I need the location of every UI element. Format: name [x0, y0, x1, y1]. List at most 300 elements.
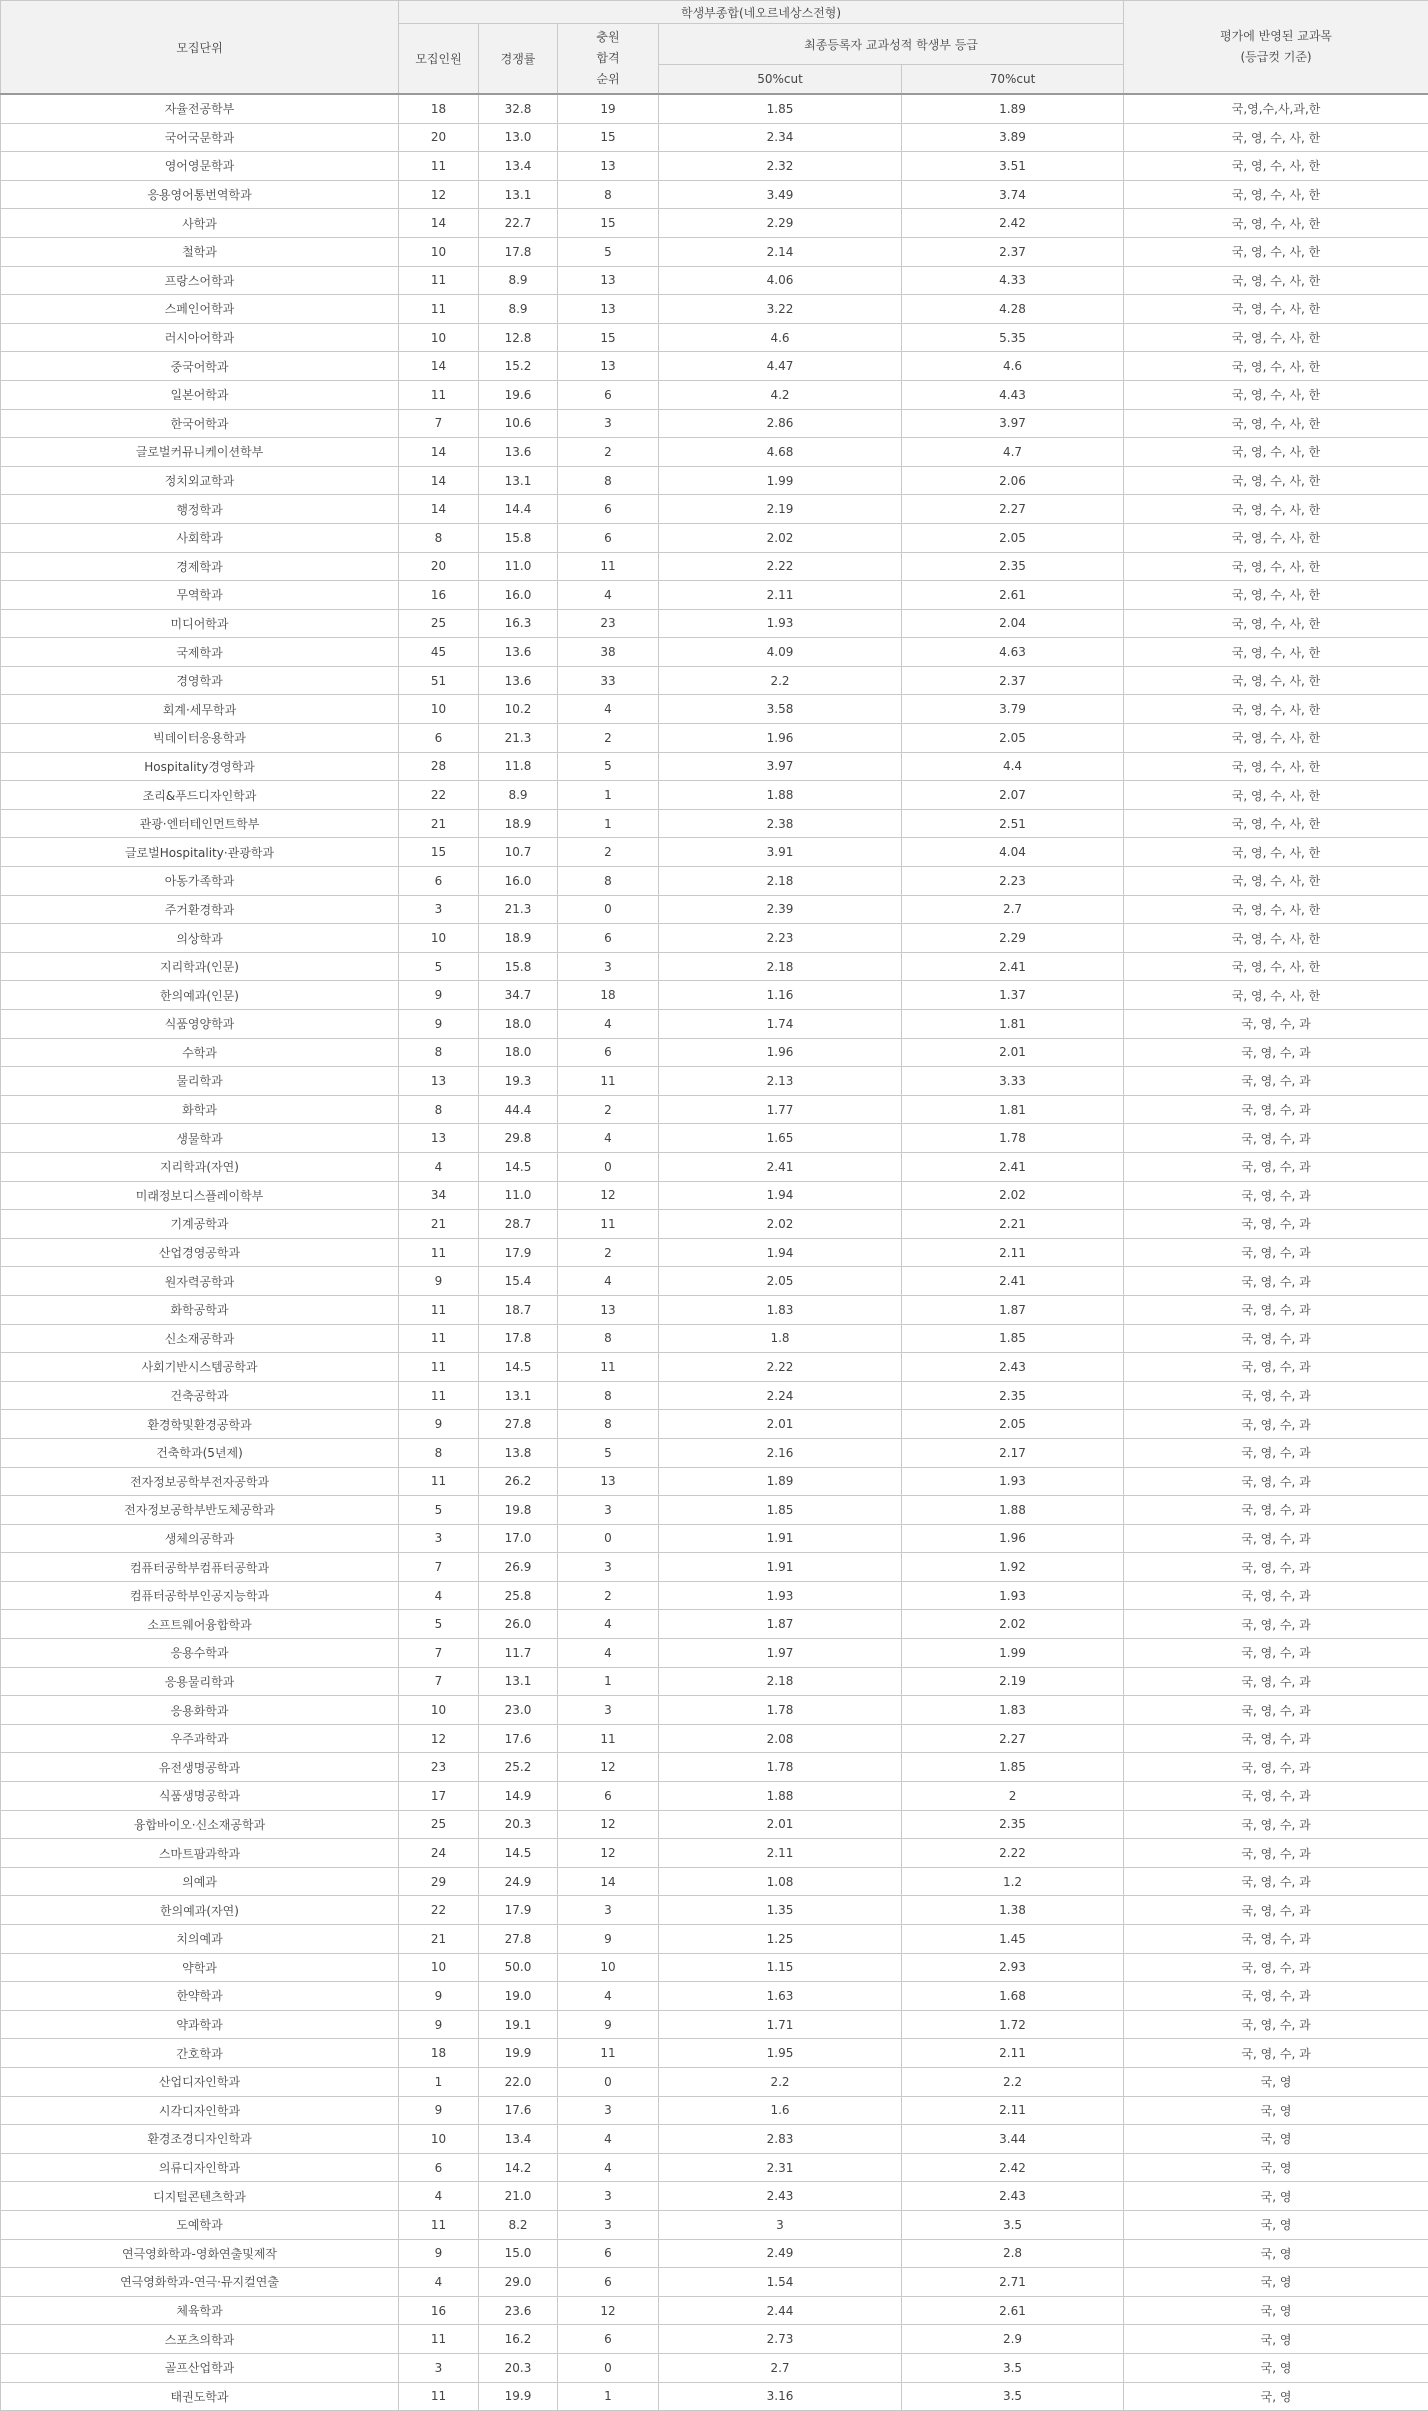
cell-quota: 18 [399, 94, 479, 123]
cell-cut70: 3.33 [902, 1067, 1124, 1096]
cell-ratio: 13.1 [479, 1381, 558, 1410]
cell-rank: 5 [558, 752, 659, 781]
cell-subjects: 국, 영, 수, 사, 한 [1124, 695, 1428, 724]
table-row [1, 1810, 1428, 1839]
table-body [1, 94, 1428, 2411]
header-rank [558, 24, 659, 95]
cell-cut50: 2.7 [659, 2353, 902, 2382]
cell-quota: 11 [399, 2382, 479, 2411]
cell-quota: 7 [399, 1553, 479, 1582]
table-row [1, 1067, 1428, 1096]
cell-rank: 1 [558, 2382, 659, 2411]
cell-unit: 스포츠의학과 [1, 2325, 399, 2354]
cell-subjects: 국, 영, 수, 사, 한 [1124, 352, 1428, 381]
cell-cut70: 4.43 [902, 380, 1124, 409]
cell-ratio: 18.9 [479, 809, 558, 838]
cell-cut50: 2.23 [659, 924, 902, 953]
cell-unit: 의류디자인학과 [1, 2153, 399, 2182]
cell-ratio: 10.2 [479, 695, 558, 724]
cell-cut50: 1.78 [659, 1696, 902, 1725]
table-row [1, 295, 1428, 324]
cell-subjects: 국, 영 [1124, 2210, 1428, 2239]
table-row [1, 1696, 1428, 1725]
cell-unit: 무역학과 [1, 581, 399, 610]
cell-quota: 13 [399, 1124, 479, 1153]
cell-unit: 소프트웨어융합학과 [1, 1610, 399, 1639]
cell-unit: 주거환경학과 [1, 895, 399, 924]
table-header [1, 1, 1428, 95]
cell-subjects: 국, 영 [1124, 2067, 1428, 2096]
cell-unit: 환경조경디자인학과 [1, 2125, 399, 2154]
table-row [1, 2039, 1428, 2068]
cell-rank: 12 [558, 1753, 659, 1782]
cell-ratio: 16.3 [479, 609, 558, 638]
cell-quota: 10 [399, 1953, 479, 1982]
cell-cut50: 1.94 [659, 1181, 902, 1210]
table-row [1, 1496, 1428, 1525]
cell-unit: 지리학과(인문) [1, 952, 399, 981]
cell-cut70: 1.78 [902, 1124, 1124, 1153]
cell-ratio: 11.8 [479, 752, 558, 781]
cell-rank: 8 [558, 466, 659, 495]
cell-unit: 디지털콘텐츠학과 [1, 2182, 399, 2211]
table-row [1, 1925, 1428, 1954]
cell-cut70: 2.35 [902, 1810, 1124, 1839]
cell-quota: 45 [399, 638, 479, 667]
cell-cut50: 1.6 [659, 2096, 902, 2125]
cell-unit: 아동가족학과 [1, 867, 399, 896]
cell-unit: 국제학과 [1, 638, 399, 667]
table-row [1, 1982, 1428, 2011]
cell-subjects: 국, 영, 수, 사, 한 [1124, 581, 1428, 610]
cell-cut70: 1.81 [902, 1010, 1124, 1039]
cell-ratio: 8.9 [479, 295, 558, 324]
cell-subjects: 국, 영, 수, 사, 한 [1124, 495, 1428, 524]
cell-unit: 빅데이터응용학과 [1, 724, 399, 753]
cell-ratio: 13.8 [479, 1438, 558, 1467]
cell-quota: 14 [399, 466, 479, 495]
cell-ratio: 13.6 [479, 638, 558, 667]
cell-quota: 11 [399, 1295, 479, 1324]
table-row [1, 1896, 1428, 1925]
table-row [1, 752, 1428, 781]
cell-cut70: 4.4 [902, 752, 1124, 781]
table-row [1, 466, 1428, 495]
cell-subjects: 국, 영, 수, 사, 한 [1124, 323, 1428, 352]
cell-cut70: 3.74 [902, 180, 1124, 209]
cell-rank: 12 [558, 1181, 659, 1210]
cell-quota: 9 [399, 1267, 479, 1296]
cell-unit: 생물학과 [1, 1124, 399, 1153]
cell-ratio: 32.8 [479, 94, 558, 123]
cell-unit: 일본어학과 [1, 380, 399, 409]
cell-cut70: 2.06 [902, 466, 1124, 495]
cell-cut70: 1.37 [902, 981, 1124, 1010]
cell-ratio: 29.0 [479, 2268, 558, 2297]
cell-quota: 9 [399, 2096, 479, 2125]
cell-cut50: 3.58 [659, 695, 902, 724]
cell-cut70: 2.42 [902, 2153, 1124, 2182]
cell-subjects: 국, 영 [1124, 2325, 1428, 2354]
cell-cut70: 4.28 [902, 295, 1124, 324]
header-grade-group: 최종등록자 교과성적 학생부 등급 [659, 24, 1124, 65]
cell-rank: 13 [558, 1467, 659, 1496]
table-row [1, 981, 1428, 1010]
table-row [1, 2153, 1428, 2182]
cell-rank: 0 [558, 2353, 659, 2382]
cell-ratio: 19.8 [479, 1496, 558, 1525]
cell-subjects: 국, 영 [1124, 2153, 1428, 2182]
cell-ratio: 16.0 [479, 581, 558, 610]
cell-quota: 20 [399, 123, 479, 152]
cell-ratio: 17.8 [479, 237, 558, 266]
cell-subjects: 국, 영, 수, 과 [1124, 1867, 1428, 1896]
cell-ratio: 18.0 [479, 1010, 558, 1039]
cell-quota: 51 [399, 666, 479, 695]
cell-rank: 10 [558, 1953, 659, 1982]
cell-quota: 14 [399, 209, 479, 238]
cell-rank: 13 [558, 1295, 659, 1324]
cell-ratio: 13.1 [479, 180, 558, 209]
cell-cut70: 2.17 [902, 1438, 1124, 1467]
cell-rank: 12 [558, 2296, 659, 2325]
cell-cut70: 2.61 [902, 2296, 1124, 2325]
cell-cut50: 1.74 [659, 1010, 902, 1039]
table-row [1, 1581, 1428, 1610]
cell-unit: 스마트팜과학과 [1, 1839, 399, 1868]
cell-quota: 28 [399, 752, 479, 781]
cell-cut70: 3.51 [902, 152, 1124, 181]
cell-rank: 6 [558, 495, 659, 524]
cell-cut50: 2.49 [659, 2239, 902, 2268]
cell-quota: 14 [399, 495, 479, 524]
cell-cut70: 3.44 [902, 2125, 1124, 2154]
table-row [1, 1753, 1428, 1782]
cell-ratio: 17.6 [479, 2096, 558, 2125]
cell-unit: 환경학및환경공학과 [1, 1410, 399, 1439]
cell-cut70: 2.43 [902, 2182, 1124, 2211]
table-row [1, 1610, 1428, 1639]
cell-unit: 시각디자인학과 [1, 2096, 399, 2125]
cell-cut50: 1.87 [659, 1610, 902, 1639]
header-subjects-line1: 평가에 반영된 교과목 [1220, 29, 1332, 43]
cell-cut50: 2.05 [659, 1267, 902, 1296]
table-row [1, 2096, 1428, 2125]
cell-subjects: 국, 영, 수, 사, 한 [1124, 609, 1428, 638]
cell-subjects: 국, 영, 수, 과 [1124, 1753, 1428, 1782]
cell-rank: 6 [558, 2325, 659, 2354]
cell-unit: 산업디자인학과 [1, 2067, 399, 2096]
cell-cut50: 4.06 [659, 266, 902, 295]
cell-cut70: 4.04 [902, 838, 1124, 867]
cell-cut70: 1.85 [902, 1324, 1124, 1353]
cell-cut70: 1.2 [902, 1867, 1124, 1896]
cell-subjects: 국, 영, 수, 사, 한 [1124, 266, 1428, 295]
cell-cut50: 2.22 [659, 552, 902, 581]
cell-subjects: 국, 영, 수, 사, 한 [1124, 552, 1428, 581]
cell-ratio: 24.9 [479, 1867, 558, 1896]
cell-cut50: 2.39 [659, 895, 902, 924]
table-row [1, 237, 1428, 266]
table-row [1, 180, 1428, 209]
cell-unit: 정치외교학과 [1, 466, 399, 495]
cell-cut50: 1.15 [659, 1953, 902, 1982]
cell-cut70: 1.83 [902, 1696, 1124, 1725]
cell-cut50: 2.08 [659, 1724, 902, 1753]
cell-cut70: 2.41 [902, 1152, 1124, 1181]
cell-unit: 융합바이오·신소재공학과 [1, 1810, 399, 1839]
cell-cut50: 2.24 [659, 1381, 902, 1410]
cell-ratio: 10.6 [479, 409, 558, 438]
cell-cut70: 2.41 [902, 952, 1124, 981]
cell-quota: 4 [399, 1152, 479, 1181]
cell-unit: 원자력공학과 [1, 1267, 399, 1296]
cell-cut50: 1.93 [659, 1581, 902, 1610]
cell-unit: 컴퓨터공학부컴퓨터공학과 [1, 1553, 399, 1582]
header-cut70: 70%cut [902, 65, 1124, 95]
cell-cut50: 2.38 [659, 809, 902, 838]
cell-cut50: 2.14 [659, 237, 902, 266]
table-row [1, 2268, 1428, 2297]
cell-unit: 신소재공학과 [1, 1324, 399, 1353]
cell-unit: 연극영화학과-연극·뮤지컬연출 [1, 2268, 399, 2297]
cell-subjects: 국, 영, 수, 사, 한 [1124, 380, 1428, 409]
cell-unit: Hospitality경영학과 [1, 752, 399, 781]
cell-unit: 물리학과 [1, 1067, 399, 1096]
cell-cut70: 3.97 [902, 409, 1124, 438]
cell-cut70: 2.11 [902, 2096, 1124, 2125]
cell-ratio: 15.0 [479, 2239, 558, 2268]
table-row [1, 1467, 1428, 1496]
cell-quota: 11 [399, 1324, 479, 1353]
cell-cut50: 2.02 [659, 1210, 902, 1239]
table-row [1, 695, 1428, 724]
cell-cut50: 1.95 [659, 2039, 902, 2068]
cell-cut50: 4.09 [659, 638, 902, 667]
table-row [1, 1010, 1428, 1039]
cell-ratio: 14.9 [479, 1782, 558, 1811]
table-row [1, 495, 1428, 524]
cell-rank: 4 [558, 695, 659, 724]
cell-subjects: 국, 영 [1124, 2382, 1428, 2411]
cell-cut70: 2.9 [902, 2325, 1124, 2354]
cell-unit: 전자정보공학부반도체공학과 [1, 1496, 399, 1525]
cell-ratio: 15.4 [479, 1267, 558, 1296]
cell-quota: 11 [399, 1353, 479, 1382]
cell-ratio: 11.0 [479, 1181, 558, 1210]
cell-quota: 21 [399, 1925, 479, 1954]
cell-rank: 4 [558, 2125, 659, 2154]
cell-quota: 9 [399, 2010, 479, 2039]
cell-ratio: 27.8 [479, 1410, 558, 1439]
cell-ratio: 14.5 [479, 1839, 558, 1868]
cell-subjects: 국, 영, 수, 사, 한 [1124, 981, 1428, 1010]
cell-subjects: 국, 영 [1124, 2268, 1428, 2297]
cell-unit: 우주과학과 [1, 1724, 399, 1753]
cell-subjects: 국, 영 [1124, 2096, 1428, 2125]
cell-unit: 철학과 [1, 237, 399, 266]
cell-ratio: 19.9 [479, 2039, 558, 2068]
cell-unit: 간호학과 [1, 2039, 399, 2068]
cell-subjects: 국, 영 [1124, 2182, 1428, 2211]
cell-subjects: 국, 영, 수, 사, 한 [1124, 781, 1428, 810]
cell-subjects: 국, 영, 수, 사, 한 [1124, 809, 1428, 838]
cell-subjects: 국, 영, 수, 과 [1124, 2039, 1428, 2068]
cell-cut70: 3.5 [902, 2210, 1124, 2239]
cell-cut50: 3.22 [659, 295, 902, 324]
cell-cut70: 2.21 [902, 1210, 1124, 1239]
cell-quota: 10 [399, 2125, 479, 2154]
cell-rank: 11 [558, 1353, 659, 1382]
cell-quota: 7 [399, 1667, 479, 1696]
cell-cut70: 1.68 [902, 1982, 1124, 2011]
cell-cut70: 2.22 [902, 1839, 1124, 1868]
cell-cut70: 2.23 [902, 867, 1124, 896]
cell-unit: 경제학과 [1, 552, 399, 581]
cell-quota: 6 [399, 724, 479, 753]
cell-cut50: 4.2 [659, 380, 902, 409]
cell-cut70: 1.93 [902, 1581, 1124, 1610]
cell-subjects: 국, 영, 수, 사, 한 [1124, 867, 1428, 896]
cell-rank: 6 [558, 1782, 659, 1811]
cell-cut70: 2.7 [902, 895, 1124, 924]
table-row [1, 781, 1428, 810]
cell-cut50: 1.08 [659, 1867, 902, 1896]
cell-unit: 컴퓨터공학부인공지능학과 [1, 1581, 399, 1610]
cell-cut70: 2.02 [902, 1181, 1124, 1210]
cell-rank: 6 [558, 1038, 659, 1067]
cell-ratio: 8.9 [479, 781, 558, 810]
cell-ratio: 21.3 [479, 895, 558, 924]
cell-quota: 16 [399, 2296, 479, 2325]
cell-rank: 8 [558, 1381, 659, 1410]
cell-subjects: 국, 영, 수, 과 [1124, 1152, 1428, 1181]
cell-rank: 11 [558, 1210, 659, 1239]
table-row [1, 2067, 1428, 2096]
cell-cut70: 2.29 [902, 924, 1124, 953]
cell-unit: 생체의공학과 [1, 1524, 399, 1553]
cell-unit: 스페인어학과 [1, 295, 399, 324]
table-row [1, 1353, 1428, 1382]
cell-subjects: 국, 영, 수, 과 [1124, 1896, 1428, 1925]
cell-cut50: 3.16 [659, 2382, 902, 2411]
cell-unit: 응용영어통번역학과 [1, 180, 399, 209]
cell-cut70: 2.51 [902, 809, 1124, 838]
cell-quota: 10 [399, 237, 479, 266]
cell-ratio: 19.9 [479, 2382, 558, 2411]
cell-rank: 6 [558, 924, 659, 953]
table-row [1, 1238, 1428, 1267]
cell-cut50: 1.88 [659, 781, 902, 810]
cell-rank: 19 [558, 94, 659, 123]
cell-cut50: 1.65 [659, 1124, 902, 1153]
cell-cut50: 1.85 [659, 94, 902, 123]
cell-subjects: 국, 영 [1124, 2239, 1428, 2268]
cell-ratio: 17.6 [479, 1724, 558, 1753]
cell-subjects: 국, 영, 수, 과 [1124, 1610, 1428, 1639]
cell-cut70: 2.05 [902, 523, 1124, 552]
cell-rank: 4 [558, 581, 659, 610]
cell-quota: 9 [399, 1410, 479, 1439]
cell-unit: 글로벌Hospitality·관광학과 [1, 838, 399, 867]
cell-ratio: 13.1 [479, 466, 558, 495]
cell-rank: 0 [558, 1524, 659, 1553]
table-row [1, 838, 1428, 867]
cell-quota: 14 [399, 438, 479, 467]
cell-rank: 9 [558, 1925, 659, 1954]
table-row [1, 867, 1428, 896]
cell-ratio: 25.8 [479, 1581, 558, 1610]
cell-subjects: 국, 영, 수, 사, 한 [1124, 666, 1428, 695]
cell-subjects: 국, 영, 수, 과 [1124, 1810, 1428, 1839]
cell-cut50: 2.19 [659, 495, 902, 524]
cell-rank: 4 [558, 1639, 659, 1668]
cell-ratio: 19.6 [479, 380, 558, 409]
table-row [1, 581, 1428, 610]
cell-cut70: 2.04 [902, 609, 1124, 638]
table-row [1, 1181, 1428, 1210]
table-row [1, 1438, 1428, 1467]
cell-rank: 14 [558, 1867, 659, 1896]
cell-cut70: 2.02 [902, 1610, 1124, 1639]
table-row [1, 209, 1428, 238]
cell-ratio: 17.8 [479, 1324, 558, 1353]
cell-unit: 한국어학과 [1, 409, 399, 438]
cell-cut70: 1.99 [902, 1639, 1124, 1668]
cell-subjects: 국, 영, 수, 과 [1124, 1210, 1428, 1239]
cell-cut50: 2.44 [659, 2296, 902, 2325]
cell-subjects: 국, 영, 수, 사, 한 [1124, 466, 1428, 495]
cell-subjects: 국, 영, 수, 과 [1124, 1496, 1428, 1525]
cell-ratio: 8.9 [479, 266, 558, 295]
cell-rank: 6 [558, 2268, 659, 2297]
cell-rank: 0 [558, 1152, 659, 1181]
cell-unit: 의상학과 [1, 924, 399, 953]
cell-ratio: 13.0 [479, 123, 558, 152]
cell-subjects: 국, 영, 수, 과 [1124, 1038, 1428, 1067]
cell-quota: 3 [399, 2353, 479, 2382]
cell-cut50: 2.13 [659, 1067, 902, 1096]
cell-cut50: 1.91 [659, 1524, 902, 1553]
header-rank-line2: 합격 [596, 51, 619, 65]
cell-subjects: 국, 영, 수, 과 [1124, 1124, 1428, 1153]
cell-cut50: 1.96 [659, 724, 902, 753]
table-row [1, 1381, 1428, 1410]
cell-rank: 15 [558, 209, 659, 238]
header-cut50: 50%cut [659, 65, 902, 95]
cell-unit: 한의예과(자연) [1, 1896, 399, 1925]
cell-cut70: 1.81 [902, 1095, 1124, 1124]
cell-quota: 11 [399, 266, 479, 295]
cell-rank: 3 [558, 409, 659, 438]
cell-unit: 체육학과 [1, 2296, 399, 2325]
cell-quota: 15 [399, 838, 479, 867]
cell-quota: 29 [399, 1867, 479, 1896]
table-row [1, 809, 1428, 838]
cell-cut50: 1.89 [659, 1467, 902, 1496]
cell-subjects: 국, 영, 수, 과 [1124, 2010, 1428, 2039]
cell-cut50: 1.35 [659, 1896, 902, 1925]
cell-cut50: 3.49 [659, 180, 902, 209]
cell-rank: 3 [558, 2182, 659, 2211]
cell-ratio: 44.4 [479, 1095, 558, 1124]
table-row [1, 409, 1428, 438]
table-row [1, 438, 1428, 467]
cell-subjects: 국, 영, 수, 과 [1124, 1667, 1428, 1696]
cell-subjects: 국, 영, 수, 사, 한 [1124, 123, 1428, 152]
cell-cut50: 1.54 [659, 2268, 902, 2297]
table-row [1, 1667, 1428, 1696]
